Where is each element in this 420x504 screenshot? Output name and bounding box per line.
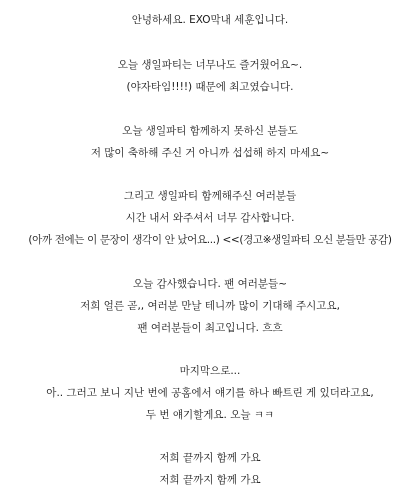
paragraph-line: (야자타임!!!!) 때문에 최고였습니다.	[126, 81, 294, 93]
paragraph-line: 오늘 생일파티 함께하지 못하신 분들도	[122, 125, 298, 137]
paragraph-line: 두 번 얘기할게요. 오늘 ㅋㅋ	[145, 409, 275, 421]
paragraph-line: 저희 얼른 곧,, 여러분 만날 테니까 많이 기대해 주시고요,	[80, 300, 340, 312]
closing-line: 저희 끝까지 함께 가요	[159, 474, 261, 486]
paragraph-line: 오늘 감사했습니다. 팬 여러분들~	[132, 278, 287, 290]
paragraph-line: (아까 전에는 이 문장이 생각이 안 났어요...) <<(경고※생일파티 오신 분들만 공감)	[28, 234, 392, 246]
paragraph-line: 아.. 그러고 보니 지난 번에 공홈에서 얘기를 하나 빠트린 게 있더라고요,	[46, 387, 374, 399]
closing-line: 저희 끝까지 함께 가요	[159, 452, 261, 464]
paragraph-line: 저 많이 축하해 주신 거 아니까 섭섭해 하지 마세요~	[90, 147, 330, 159]
paragraph-line: 오늘 생일파티는 너무나도 즐거웠어요~.	[117, 59, 303, 71]
paragraph-line: 시간 내서 와주셔서 너무 감사합니다.	[125, 212, 295, 224]
paragraph-line: 마지막으로...	[179, 365, 241, 377]
paragraph-line: 팬 여러분들이 최고입니다. 흐흐	[137, 322, 283, 334]
greeting-line: 안녕하세요. EXO막내 세훈입니다.	[131, 14, 289, 26]
paragraph-line: 그리고 생일파티 함께해주신 여러분들	[123, 190, 297, 202]
